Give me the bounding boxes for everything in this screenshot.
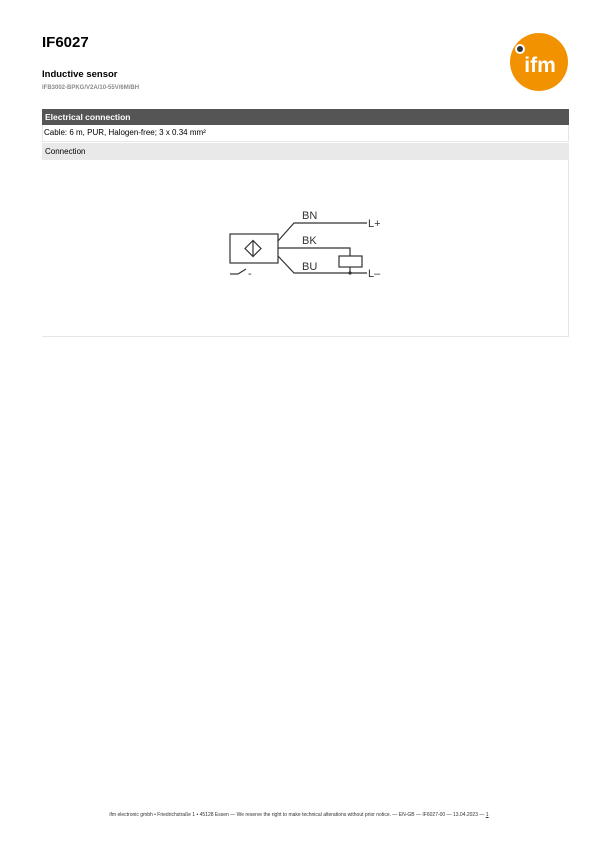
terminal-l-minus: L– bbox=[368, 268, 381, 280]
product-title: IF6027 bbox=[42, 34, 89, 51]
footer-page-link[interactable]: 1 bbox=[485, 812, 489, 818]
wire-bk bbox=[278, 248, 350, 256]
switch-symbol-lever bbox=[238, 269, 246, 274]
label-bu: BU bbox=[302, 261, 318, 273]
wiring-diagram bbox=[226, 205, 386, 280]
sensor-body bbox=[230, 234, 278, 263]
product-subtitle: Inductive sensor bbox=[42, 69, 118, 80]
cable-spec: Cable: 6 m, PUR, Halogen-free; 3 x 0.34 mm² bbox=[42, 125, 569, 142]
product-code: IFB3002-BPKG/V2A/10-55V/6M/BH bbox=[42, 85, 140, 91]
wire-bn bbox=[278, 223, 367, 241]
label-bn: BN bbox=[302, 210, 318, 222]
section-header-electrical-connection: Electrical connection bbox=[42, 109, 569, 125]
connection-label: Connection bbox=[42, 143, 569, 160]
junction-dot bbox=[348, 271, 351, 274]
switch-minus-sign: - bbox=[248, 268, 252, 280]
ifm-logo bbox=[509, 32, 569, 92]
footer-text: ifm electronic gmbh • Friedrichstraße 1 • 45128 Essen — We reserve the right to make technical alterations without prior notice. — EN-GB — IF6027-00 — 13.04.2023 — bbox=[109, 812, 485, 818]
page-footer bbox=[0, 812, 598, 818]
wire-bu bbox=[278, 256, 367, 273]
label-bk: BK bbox=[302, 235, 317, 247]
logo-text: ifm bbox=[524, 54, 556, 77]
terminal-l-plus: L+ bbox=[368, 218, 381, 230]
logo-dot bbox=[517, 46, 523, 52]
load-symbol bbox=[339, 256, 362, 267]
